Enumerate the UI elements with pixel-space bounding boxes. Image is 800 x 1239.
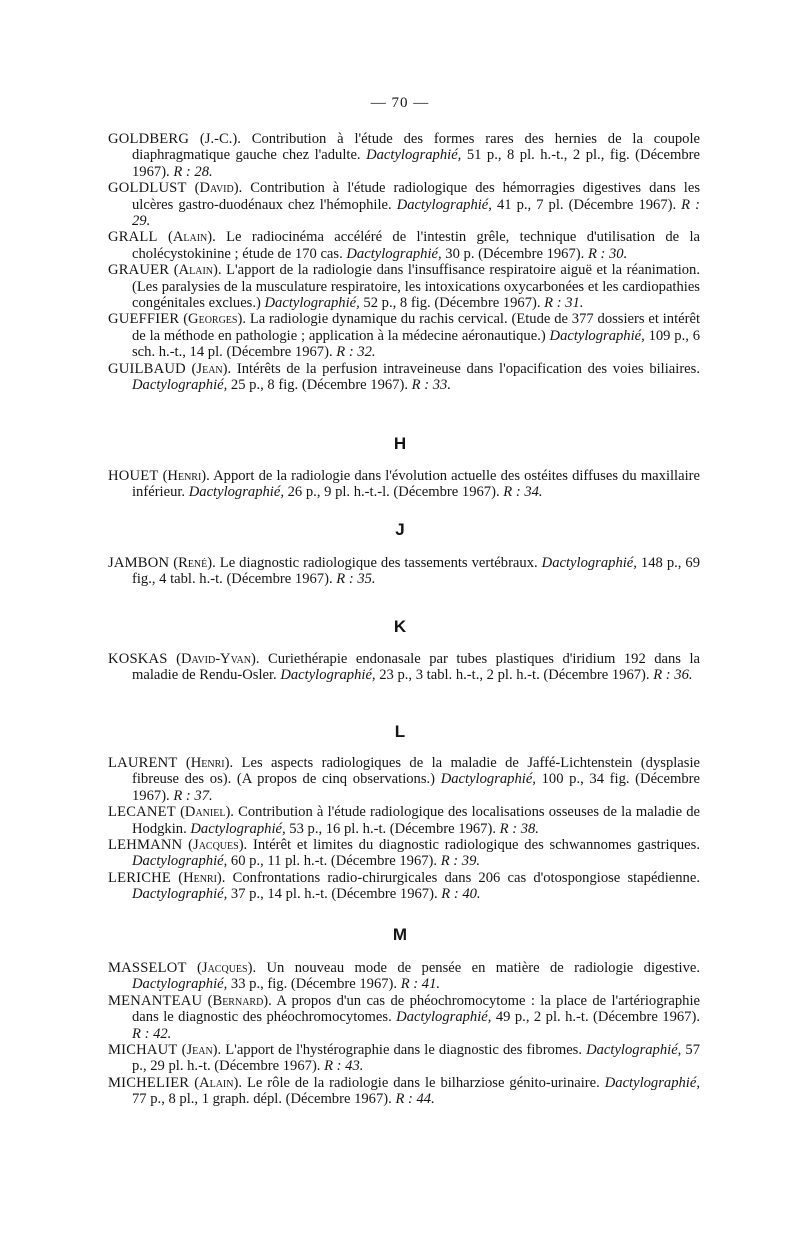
- author-surname: MICHAUT: [108, 1042, 178, 1059]
- reference-number: R : 40.: [441, 886, 481, 903]
- entry-title: Contribution à l'étude radiologique des hémorragies digestives dans les ulcères gastro-duodénaux chez l'hémophile.: [132, 180, 700, 213]
- bibliography-entry: [108, 755, 700, 804]
- author-firstname: (J.-C.).: [199, 131, 241, 147]
- reference-number: R : 39.: [440, 853, 481, 870]
- author-surname: LAURENT: [108, 755, 178, 771]
- author-firstname: (Henri).: [178, 869, 226, 886]
- author-surname: MICHELIER: [108, 1074, 190, 1091]
- author-firstname: (Jacques).: [197, 960, 257, 976]
- entry-details: 33 p., fig. (Décembre 1967).: [227, 976, 401, 993]
- entry-title: Le diagnostic radiologique des tassements vertébraux.: [215, 555, 542, 571]
- author-firstname: (David-Yvan).: [176, 651, 260, 667]
- reference-number: R : 34.: [503, 484, 543, 501]
- section-letter-j: J: [395, 520, 405, 539]
- author-surname: GUILBAUD: [108, 360, 186, 377]
- author-surname: MENANTEAU: [108, 992, 203, 1009]
- entry-details: 100 p., 34 fig. (Décembre 1967).: [132, 771, 700, 804]
- publication-type: Dactylographié,: [132, 976, 228, 993]
- reference-number: R : 38.: [499, 820, 539, 837]
- reference-number: R : 42.: [132, 1025, 172, 1042]
- author-firstname: (Jacques).: [188, 837, 248, 854]
- section-entries: [108, 468, 700, 501]
- section-entries: [108, 555, 700, 588]
- bibliography-entry: [108, 960, 700, 993]
- author-firstname: (Alain).: [168, 229, 216, 246]
- entry-details: 51 p., 8 pl. h.-t., 2 pl., fig. (Décembre 1967).: [132, 147, 700, 180]
- author-surname: LEHMANN: [108, 837, 183, 854]
- author-firstname: (Henri).: [162, 468, 210, 484]
- entry-title: L'apport de l'hystérographie dans le diagnostic des fibromes.: [221, 1042, 587, 1059]
- section-letter-h: H: [393, 434, 407, 453]
- publication-type: Dactylographié,: [396, 1009, 492, 1026]
- reference-number: R : 35.: [336, 571, 376, 588]
- page-number: — 70 —: [370, 95, 430, 111]
- section-letter-l: L: [394, 722, 406, 741]
- bibliography-entry: [108, 229, 700, 262]
- author-firstname: (Jean).: [191, 360, 232, 377]
- entry-title: Intérêt et limites du diagnostic radiologique des schwannomes gastriques.: [247, 837, 700, 854]
- bibliography-entry: [108, 468, 700, 501]
- author-firstname: (Jean).: [181, 1042, 222, 1059]
- entry-details: 109 p., 6 sch. h.-t., 14 pl. (Décembre 1967).: [132, 327, 700, 361]
- reference-number: R : 43.: [324, 1058, 364, 1075]
- author-surname: JAMBON: [108, 555, 170, 571]
- author-surname: LERICHE: [108, 869, 172, 886]
- entry-title: Contribution à l'étude des formes rares des hernies de la coupole diaphragmatique gauche chez l'adulte.: [132, 131, 700, 164]
- publication-type: Dactylographié,: [346, 245, 442, 262]
- section-letter-k: K: [393, 617, 407, 636]
- publication-type: Dactylographié,: [190, 820, 286, 837]
- bibliography-entry: [108, 361, 700, 394]
- author-surname: GOLDLUST: [108, 180, 187, 197]
- bibliography-entry: [108, 993, 700, 1042]
- entry-title: Curiethérapie endonasale par tubes plastiques d'iridium 192 dans la maladie de Rendu-Osler.: [132, 651, 700, 684]
- reference-number: R : 28.: [173, 163, 213, 180]
- entry-title: Apport de la radiologie dans l'évolution actuelle des ostéites diffuses du maxillaire inférieur.: [132, 468, 700, 501]
- publication-type: Dactylographié,: [366, 147, 462, 164]
- publication-type: Dactylographié,: [280, 667, 376, 684]
- entry-details: 77 p., 8 pl., 1 graph. dépl. (Décembre 1967).: [132, 1091, 396, 1108]
- author-firstname: (David).: [194, 180, 243, 197]
- entry-details: 23 p., 3 tabl. h.-t., 2 pl. h.-t. (Décembre 1967).: [375, 667, 654, 684]
- publication-type: Dactylographié,: [586, 1042, 682, 1059]
- entry-details: 25 p., 8 fig. (Décembre 1967).: [227, 377, 412, 394]
- author-firstname: (Georges).: [183, 311, 246, 328]
- author-surname: LECANET: [108, 804, 176, 821]
- entry-details: 41 p., 7 pl. (Décembre 1967).: [491, 196, 682, 213]
- author-firstname: (Alain).: [194, 1074, 242, 1091]
- publication-type: Dactylographié,: [132, 886, 228, 903]
- entry-details: 53 p., 16 pl. h.-t. (Décembre 1967).: [285, 820, 500, 837]
- bibliography-entry: [108, 180, 700, 229]
- reference-number: R : 32.: [336, 344, 376, 361]
- author-firstname: (Bernard).: [207, 992, 272, 1009]
- entry-details: 57 p., 29 pl. h.-t. (Décembre 1967).: [132, 1042, 700, 1075]
- publication-type: Dactylographié,: [396, 196, 492, 213]
- author-firstname: (Daniel).: [180, 804, 234, 821]
- section-entries: [108, 131, 700, 394]
- author-firstname: (René).: [173, 555, 216, 571]
- author-surname: MASSELOT: [108, 960, 187, 976]
- reference-number: R : 37.: [173, 787, 213, 804]
- author-surname: GRALL: [108, 229, 158, 246]
- entry-title: Les aspects radiologiques de la maladie de Jaffé-Lichtenstein (dysplasie fibreuse des os). (A propos de cinq observations.): [132, 755, 700, 788]
- reference-number: R : 29.: [132, 196, 700, 230]
- bibliography-entry: [108, 651, 700, 684]
- entry-details: 30 p. (Décembre 1967).: [441, 245, 588, 262]
- entry-details: 148 p., 69 fig., 4 tabl. h.-t. (Décembre 1967).: [132, 555, 701, 588]
- bibliography-entry: [108, 1075, 700, 1108]
- author-surname: HOUET: [108, 468, 159, 484]
- publication-type: Dactylographié,: [541, 555, 637, 571]
- entry-details: 60 p., 11 pl. h.-t. (Décembre 1967).: [227, 853, 441, 870]
- entry-details: 37 p., 14 pl. h.-t. (Décembre 1967).: [227, 886, 442, 903]
- section-letter-m: M: [392, 925, 408, 944]
- bibliography-entry: [108, 837, 700, 870]
- section-entries: [108, 960, 700, 1108]
- entry-details: 49 p., 2 pl. h.-t. (Décembre 1967).: [491, 1009, 700, 1026]
- publication-type: Dactylographié,: [440, 771, 536, 788]
- entry-title: Contribution à l'étude radiologique des localisations osseuses de la maladie de Hodgkin.: [132, 804, 700, 837]
- entry-title: Intérêts de la perfusion intraveineuse dans l'opacification des voies biliaires.: [231, 360, 700, 377]
- author-surname: GUEFFIER: [108, 311, 180, 328]
- entry-title: A propos d'un cas de phéochromocytome : la place de l'artériographie dans le diagnostic des phéochromocytomes.: [132, 992, 700, 1026]
- author-surname: GRAUER: [108, 262, 170, 279]
- entry-title: La radiologie dynamique du rachis cervical. (Etude de 377 dossiers et intérêt de la méthode en pathologie ; application à la médecine aéronautique.): [132, 311, 701, 344]
- bibliography-entry: [108, 311, 700, 360]
- bibliography-entry: [108, 804, 700, 837]
- bibliography-entry: [108, 555, 700, 588]
- entry-title: Le rôle de la radiologie dans le bilharziose génito-urinaire.: [242, 1074, 605, 1091]
- publication-type: Dactylographié,: [604, 1074, 700, 1091]
- bibliography-entry: [108, 131, 700, 180]
- entry-title: Le radiocinéma accéléré de l'intestin grêle, technique d'utilisation de la cholécystokinine ; étude de 170 cas.: [132, 229, 700, 262]
- bibliography-entry: [108, 870, 700, 903]
- reference-number: R : 30.: [587, 245, 628, 262]
- publication-type: Dactylographié,: [549, 327, 645, 344]
- reference-number: R : 41.: [400, 976, 441, 993]
- entry-title: Un nouveau mode de pensée en matière de radiologie digestive.: [256, 960, 701, 976]
- reference-number: R : 44.: [395, 1091, 435, 1108]
- entry-title: L'apport de la radiologie dans l'insuffisance respiratoire aiguë et la réanimation. (Les paralysies de la musculature respiratoire, les intoxications oxycarbonées et les cardiopathies congénitales exclues.): [132, 262, 700, 312]
- bibliography-entry: [108, 1042, 700, 1075]
- publication-type: Dactylographié,: [188, 484, 284, 501]
- author-surname: KOSKAS: [108, 651, 168, 667]
- reference-number: R : 33.: [411, 377, 451, 394]
- section-entries: [108, 651, 700, 684]
- author-surname: GOLDBERG: [108, 131, 190, 147]
- reference-number: R : 31.: [544, 295, 584, 312]
- section-entries: [108, 755, 700, 903]
- reference-number: R : 36.: [653, 667, 693, 684]
- entry-details: 26 p., 9 pl. h.-t.-l. (Décembre 1967).: [283, 484, 504, 501]
- publication-type: Dactylographié,: [132, 377, 228, 394]
- bibliography-entry: [108, 262, 700, 311]
- entry-details: 52 p., 8 fig. (Décembre 1967).: [359, 295, 545, 312]
- author-firstname: (Henri).: [185, 755, 234, 771]
- entry-title: Confrontations radio-chirurgicales dans 206 cas d'otospongiose stapédienne.: [225, 869, 700, 886]
- publication-type: Dactylographié,: [264, 295, 360, 312]
- author-firstname: (Alain).: [173, 262, 222, 279]
- publication-type: Dactylographié,: [132, 853, 228, 870]
